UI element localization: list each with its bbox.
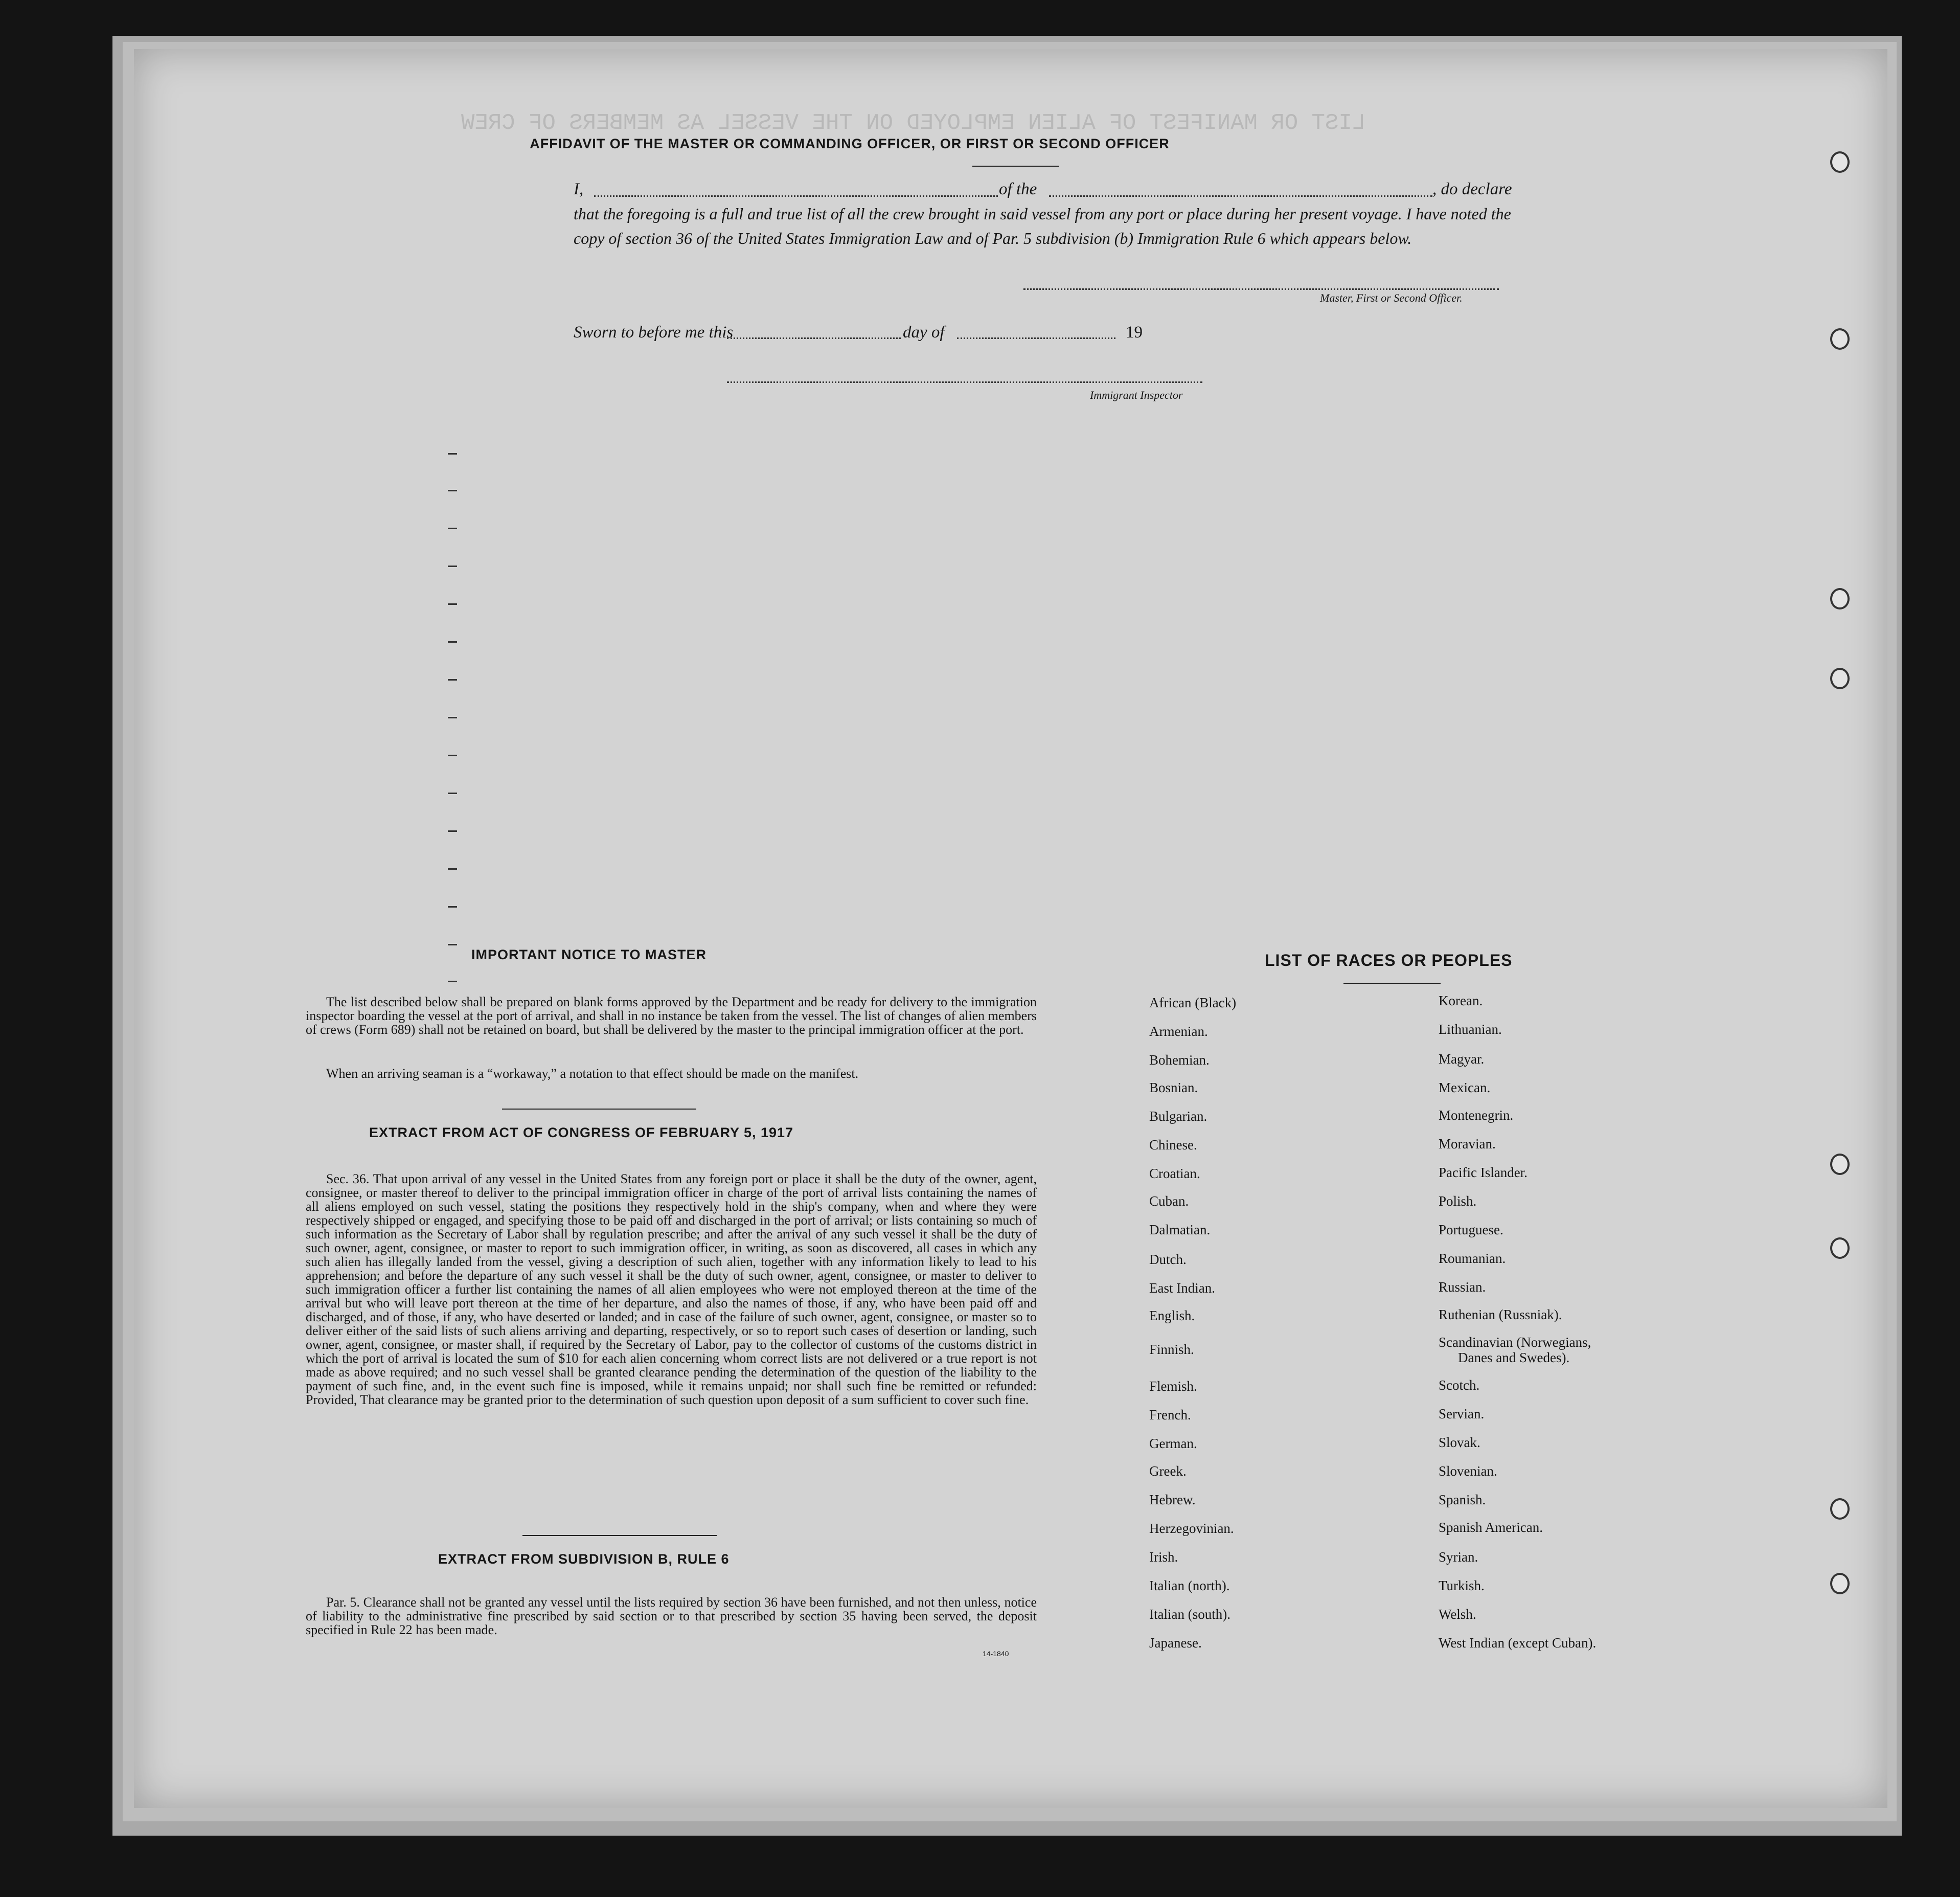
race-item: Slovenian. (1439, 1463, 1497, 1479)
races-title: LIST OF RACES OR PEOPLES (1265, 951, 1513, 969)
race-item: Flemish. (1149, 1379, 1197, 1394)
bleed-through-header: LIST OR MANIFEST OF ALIEN EMPLOYED ON THE VESSEL AS MEMBERS OF CREW (461, 110, 1366, 136)
race-item: Scotch. (1439, 1377, 1480, 1393)
year-label: 19 (1126, 323, 1143, 342)
row-dash (448, 981, 457, 982)
binder-hole (1830, 151, 1850, 173)
race-item: Bohemian. (1149, 1052, 1210, 1068)
row-dash (448, 490, 457, 491)
notice-title: IMPORTANT NOTICE TO MASTER (471, 947, 706, 962)
race-item: Dutch. (1149, 1252, 1187, 1267)
race-item: Turkish. (1439, 1578, 1485, 1593)
row-dash (448, 944, 457, 945)
inspector-label: Immigrant Inspector (1090, 389, 1183, 401)
race-item: English. (1149, 1308, 1195, 1323)
race-item: Korean. (1439, 993, 1483, 1008)
affidavit-title: AFFIDAVIT OF THE MASTER OR COMMANDING OFFICER, OR FIRST OR SECOND OFFICER (530, 136, 1170, 151)
row-dash (448, 830, 457, 832)
race-item: Russian. (1439, 1279, 1486, 1295)
race-item: Lithuanian. (1439, 1022, 1502, 1037)
notice-paragraph-1: The list described below shall be prepared on blank forms approved by the Department and be ready for delivery to the immigration inspector boarding the vessel at the port of arrival, and shall in no instance be taken from the vessel. The list of changes of alien members of crews (Form 689) shall not be retained on board, but shall be delivered by the master to the principal immigration officer at the port. (306, 995, 1037, 1037)
race-item: Scandinavian (Norwegians, (1439, 1335, 1591, 1350)
race-item: Dalmatian. (1149, 1222, 1211, 1237)
race-item: Japanese. (1149, 1635, 1202, 1651)
race-item: Spanish. (1439, 1492, 1486, 1507)
day-of-label: day of (903, 323, 945, 342)
race-item: Polish. (1439, 1193, 1477, 1209)
rule-text: Par. 5. Clearance shall not be granted any vessel until the lists required by section 36 have been furnished, and not then unless, notice of liability to the administrative fine prescribed by said section or to that prescribed by section 35 having been served, the deposit specified in Rule 22 has been made. (306, 1595, 1037, 1637)
master-name-field[interactable] (594, 195, 998, 197)
binder-hole (1830, 1237, 1850, 1259)
race-item: Italian (north). (1149, 1578, 1230, 1593)
binder-hole (1830, 328, 1850, 350)
master-signature-label: Master, First or Second Officer. (1320, 291, 1463, 304)
row-dash (448, 717, 457, 718)
binder-hole (1830, 588, 1850, 609)
race-item: Ruthenian (Russniak). (1439, 1307, 1562, 1322)
races-title-rule (1343, 983, 1441, 984)
affidavit-line3: copy of section 36 of the United States Immigration Law and of Par. 5 subdivision (b) Immigration Rule 6 which appears below. (574, 229, 1412, 247)
act-separator (522, 1535, 717, 1536)
rule-title: EXTRACT FROM SUBDIVISION B, RULE 6 (438, 1551, 730, 1567)
form-page (134, 49, 1887, 1808)
act-title: EXTRACT FROM ACT OF CONGRESS OF FEBRUARY 5, 1917 (369, 1125, 794, 1140)
race-item: West Indian (except Cuban). (1439, 1635, 1597, 1651)
race-item: African (Black) (1149, 995, 1237, 1010)
row-dash (448, 679, 457, 681)
row-dash (448, 603, 457, 605)
race-item: Spanish American. (1439, 1520, 1543, 1535)
vessel-name-field[interactable] (1049, 195, 1432, 197)
race-item: Herzegovinian. (1149, 1521, 1234, 1536)
affidavit-line2: that the foregoing is a full and true list of all the crew brought in said vessel from any port or place during her present voyage. I have noted the (574, 205, 1511, 223)
race-item: Chinese. (1149, 1137, 1197, 1153)
affidavit-of-the-label: of the (999, 180, 1037, 198)
race-item: French. (1149, 1407, 1191, 1422)
race-item: Portuguese. (1439, 1222, 1503, 1237)
inspector-signature-line[interactable] (727, 381, 1202, 383)
act-text: Sec. 36. That upon arrival of any vessel in the United States from any foreign port or place it shall be the duty of the owner, agent, consignee, or master thereof to deliver to the principal immigration officer in charge of the port of arrival lists containing the names of all aliens employed on such vessel, stating the positions they respectively hold in the ship's company, when and where they were respectively shipped or engaged, and specifying those to be paid off and discharged in the port of arrival; or lists containing so much of such information as the Secretary of Labor shall by regulation prescribe; and after the arrival of any such vessel it shall be the duty of such owner, agent, consignee, or master to report to such immigration officer, in writing, as soon as discovered, all cases in which any such alien has illegally landed from the vessel, giving a description of such alien, together with any information likely to lead to his apprehension; and before the departure of any such vessel it shall be the duty of such owner, agent, consignee, or master to deliver to such immigration officer a further list containing the names of all alien employees who were not employed thereon at the time of the arrival but who will leave port thereon at the time of her departure, and also the names of those, if any, who have been paid off and discharged, and of those, if any, who have deserted or landed; and in case of the failure of such owner, agent, consignee, or master so to deliver either of the said lists of such aliens arriving and departing, respectively, or so to report such cases of desertion or landing, such owner, agent, consignee, or master shall, if required by the Secretary of Labor, pay to the collector of customs of the customs district in which the port of arrival is located the sum of $10 for each alien concerning whom correct lists are not delivered or a true report is not made as above required; and no such vessel shall be granted clearance pending the determination of the question of the liability to the payment of such fine, and, in the event such fine is imposed, while it remains unpaid; nor shall such fine be remitted or refunded: Provided, That clearance may be granted prior to the determination of such question upon deposit of a sum sufficient to cover such fine. (306, 1171, 1037, 1407)
binder-hole (1830, 668, 1850, 689)
race-item: Bosnian. (1149, 1080, 1198, 1095)
form-number: 14-1840 (983, 1650, 1009, 1658)
race-item: Roumanian. (1439, 1251, 1506, 1266)
race-item: German. (1149, 1436, 1197, 1451)
race-item: Finnish. (1149, 1342, 1194, 1357)
row-dash (448, 755, 457, 756)
race-item: Hebrew. (1149, 1492, 1196, 1507)
race-item: Armenian. (1149, 1024, 1208, 1039)
race-item: East Indian. (1149, 1280, 1215, 1296)
notice-paragraph-2: When an arriving seaman is a “workaway,” a notation to that effect should be made on the manifest. (326, 1066, 859, 1081)
race-item: Croatian. (1149, 1166, 1200, 1181)
row-dash (448, 566, 457, 567)
affidavit-i-label: I, (574, 180, 584, 198)
race-item: Syrian. (1439, 1549, 1478, 1565)
row-dash (448, 453, 457, 455)
race-item: Irish. (1149, 1549, 1178, 1565)
sworn-label: Sworn to before me this (574, 323, 734, 342)
notice-separator (502, 1109, 696, 1110)
affidavit-title-rule (972, 166, 1059, 167)
race-item: Danes and Swedes). (1458, 1350, 1570, 1365)
binder-hole (1830, 1498, 1850, 1520)
row-dash (448, 528, 457, 529)
race-item: Mexican. (1439, 1080, 1491, 1095)
race-item: Cuban. (1149, 1193, 1189, 1209)
race-item: Pacific Islander. (1439, 1165, 1528, 1180)
row-dash (448, 868, 457, 870)
master-signature-line[interactable] (1023, 288, 1499, 290)
race-item: Welsh. (1439, 1607, 1476, 1622)
row-dash (448, 906, 457, 908)
race-item: Greek. (1149, 1463, 1187, 1479)
race-item: Italian (south). (1149, 1607, 1230, 1622)
race-item: Moravian. (1439, 1136, 1496, 1151)
race-item: Bulgarian. (1149, 1109, 1207, 1124)
race-item: Montenegrin. (1439, 1108, 1514, 1123)
binder-hole (1830, 1573, 1850, 1594)
row-dash (448, 641, 457, 643)
binder-hole (1830, 1154, 1850, 1175)
sworn-day-field[interactable] (727, 337, 901, 339)
affidavit-declare-label: , do declare (1432, 180, 1512, 198)
sworn-month-field[interactable] (957, 337, 1115, 339)
race-item: Servian. (1439, 1406, 1485, 1421)
race-item: Magyar. (1439, 1051, 1485, 1067)
row-dash (448, 793, 457, 794)
race-item: Slovak. (1439, 1435, 1480, 1450)
